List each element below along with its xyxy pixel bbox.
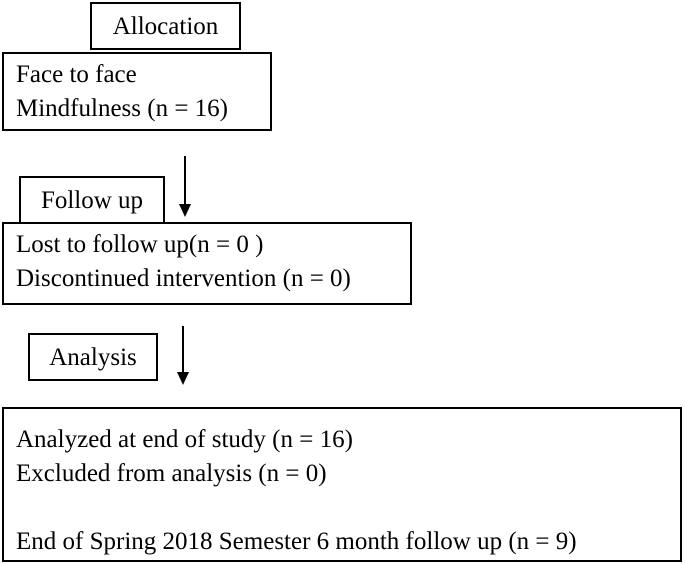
allocation-line-1: Face to face	[16, 61, 137, 88]
allocation-label-text: Allocation	[112, 13, 219, 40]
allocation-stage-label	[90, 2, 241, 50]
followup-label-text: Follow up	[40, 187, 144, 214]
analysis-stage-label	[28, 333, 158, 381]
followup-box	[2, 222, 412, 305]
analysis-label-text: Analysis	[49, 344, 137, 371]
followup-line-1: Lost to follow up(n = 0 )	[16, 231, 264, 258]
arrow-followup-to-analysis	[176, 326, 190, 386]
allocation-box	[2, 52, 272, 131]
analysis-footer-line: End of Spring 2018 Semester 6 month follow up (n = 9)	[16, 528, 577, 555]
followup-stage-label	[19, 176, 165, 224]
analysis-box	[2, 407, 682, 562]
analysis-line-1: Analyzed at end of study (n = 16)	[16, 426, 353, 453]
allocation-line-2: Mindfulness (n = 16)	[16, 95, 228, 122]
arrow-allocation-to-followup	[178, 156, 192, 218]
followup-line-2: Discontinued intervention (n = 0)	[16, 265, 351, 292]
analysis-line-2: Excluded from analysis (n = 0)	[16, 460, 327, 487]
analysis-spacer	[16, 491, 680, 525]
